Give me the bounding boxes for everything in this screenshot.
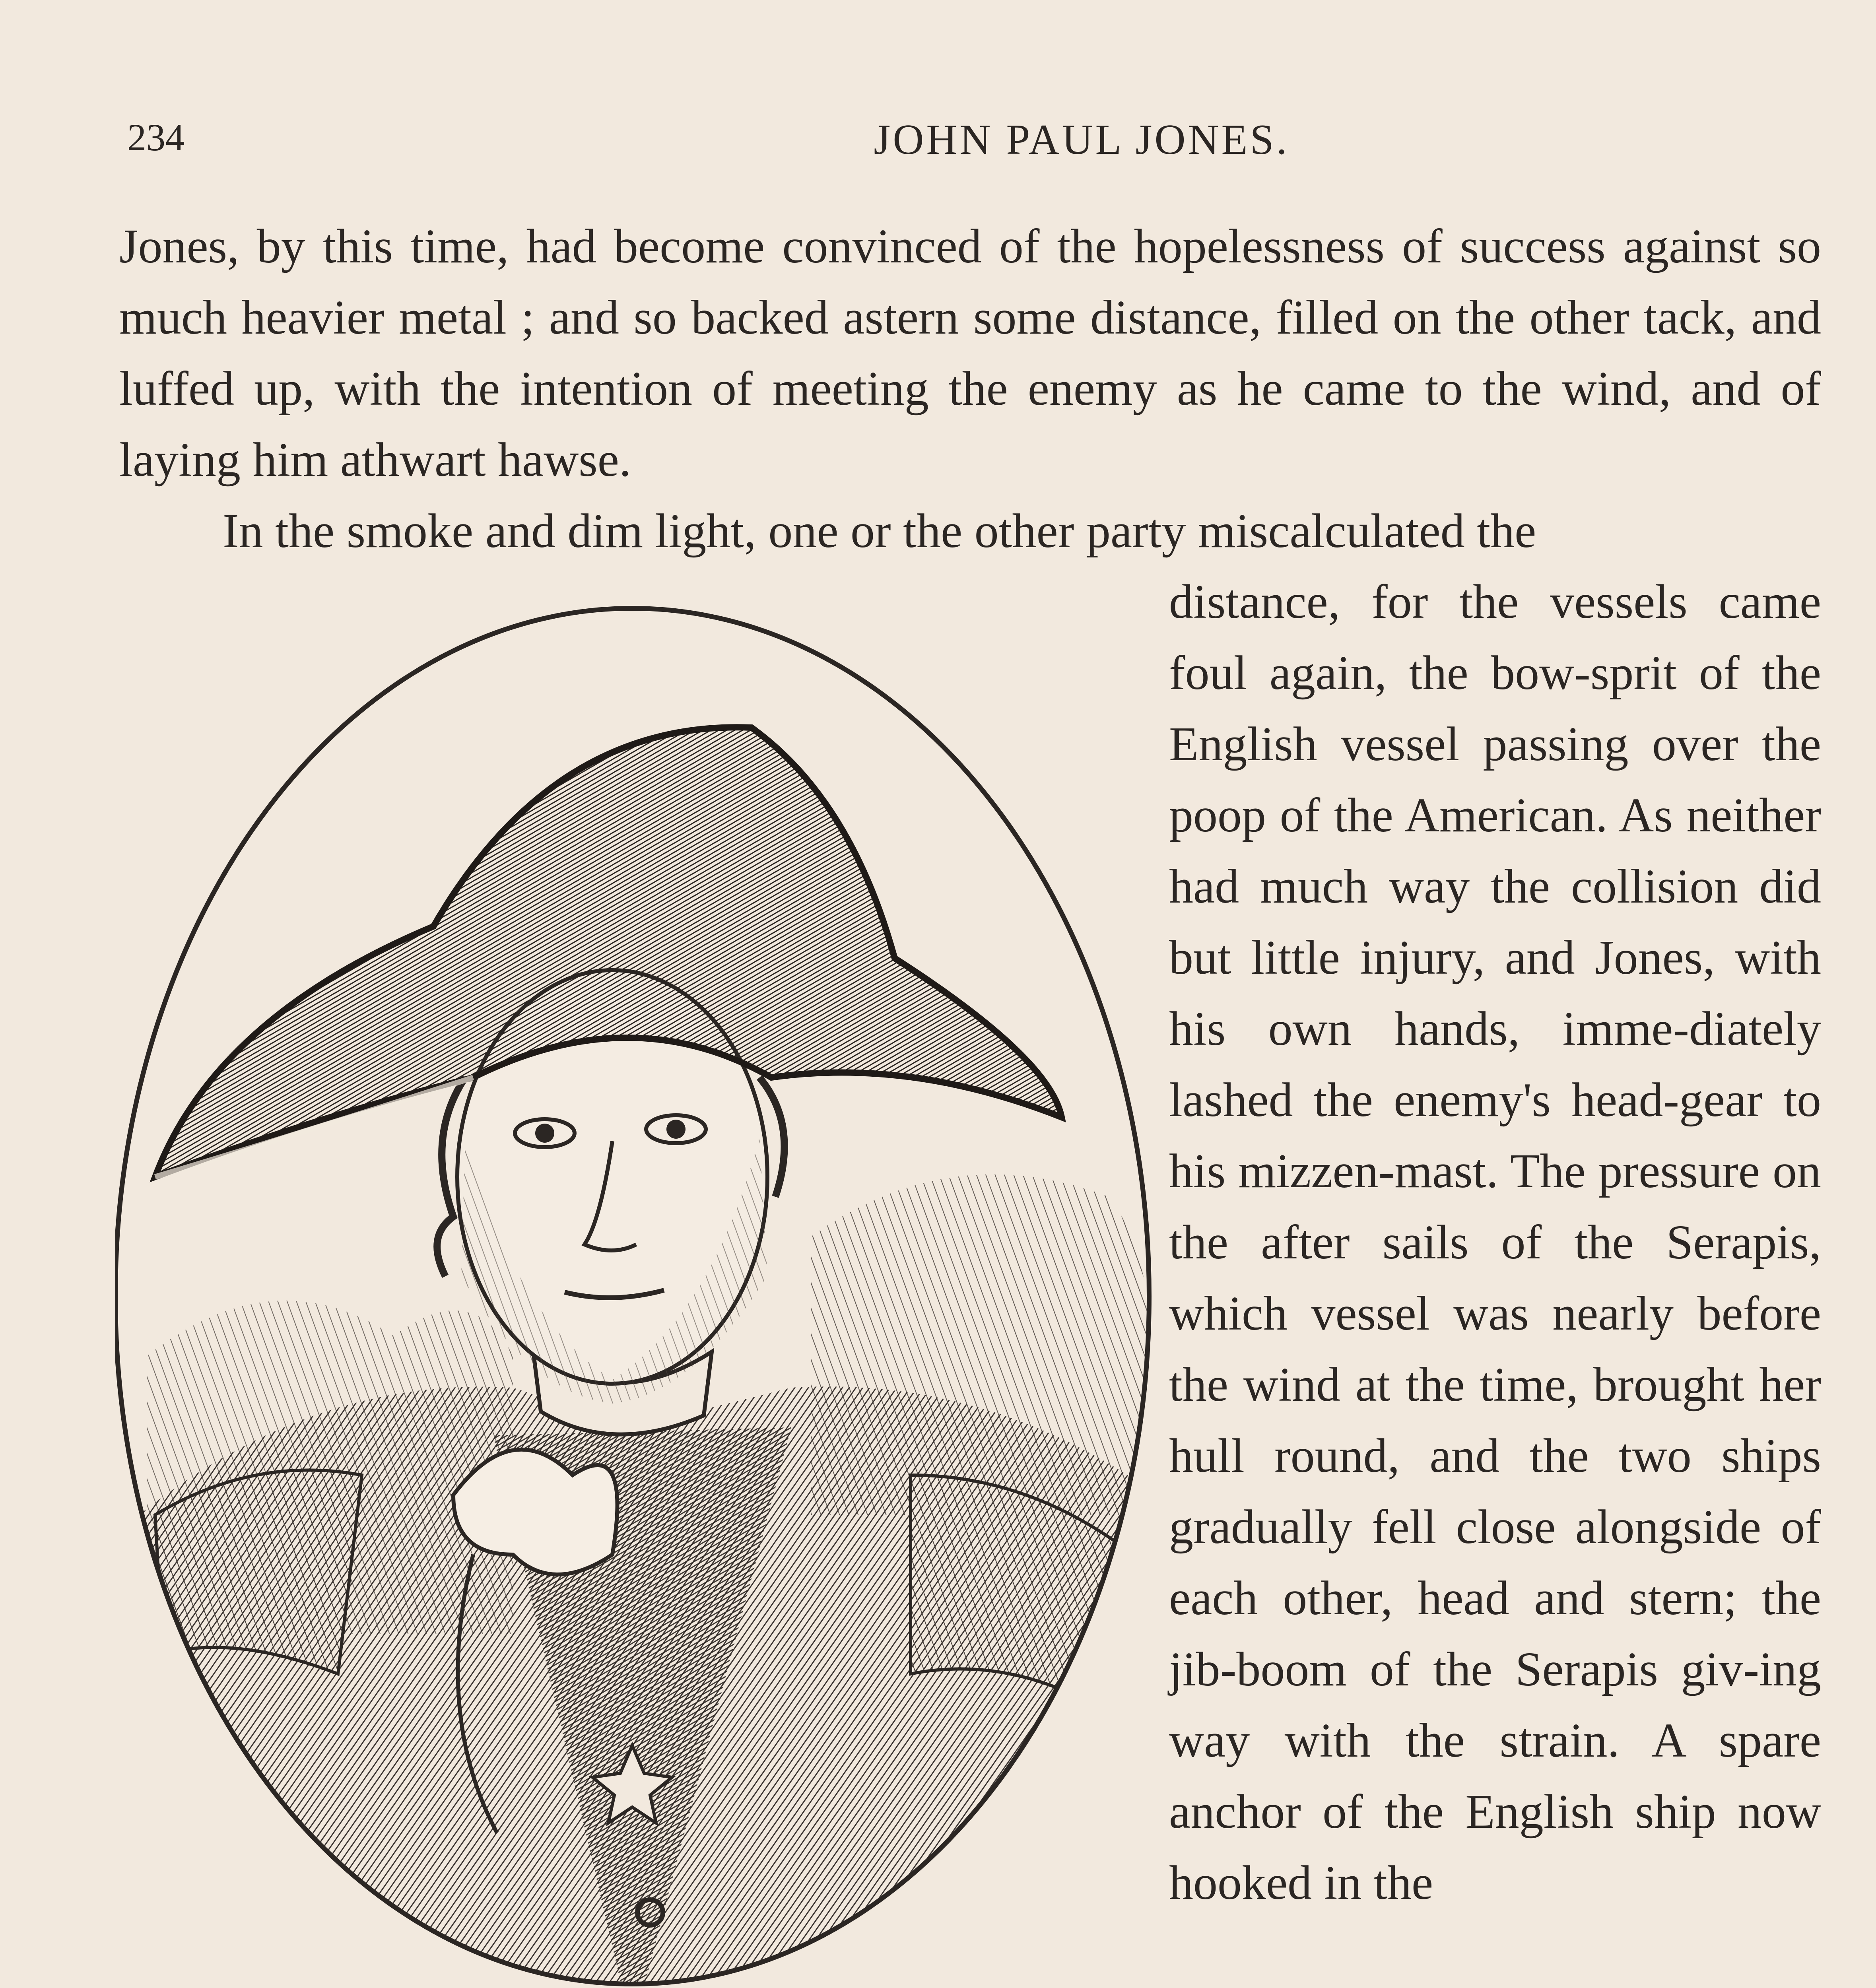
paragraph-2-first-line: In the smoke and dim light, one or the other party miscalculated the xyxy=(223,504,1536,558)
body-text-side-column xyxy=(1169,566,1821,1918)
body-text-top xyxy=(119,211,1821,567)
running-head xyxy=(119,115,1821,167)
paragraph-1: Jones, by this time, had become convinced of the hopelessness of success against so much heavier metal ; and so backed astern some distance, filled on the other tack, and luffed up, with the intention of meeting the enemy as he came to the wind, and of laying him athwart hawse. xyxy=(119,219,1821,487)
page-number: 234 xyxy=(127,116,184,159)
portrait-illustration xyxy=(115,600,1173,1988)
running-title: JOHN PAUL JONES. xyxy=(874,116,1290,163)
paragraph-2-wrapped: distance, for the vessels came foul again, the bow-sprit of the English vessel passing over the poop of the American. As neither had much way the collision did but little injury, and Jones, with his own hands, imme-diately lashed the enemy's head-gear to his mizzen-mast. The pressure on the after sails of the Serapis, which vessel was nearly before the wind at the time, brought her hull round, and the two ships gradually fell close alongside of each other, head and stern; the jib-boom of the Serapis giv-ing way with the strain. A spare anchor of the English ship now hooked in the xyxy=(1169,575,1821,1910)
